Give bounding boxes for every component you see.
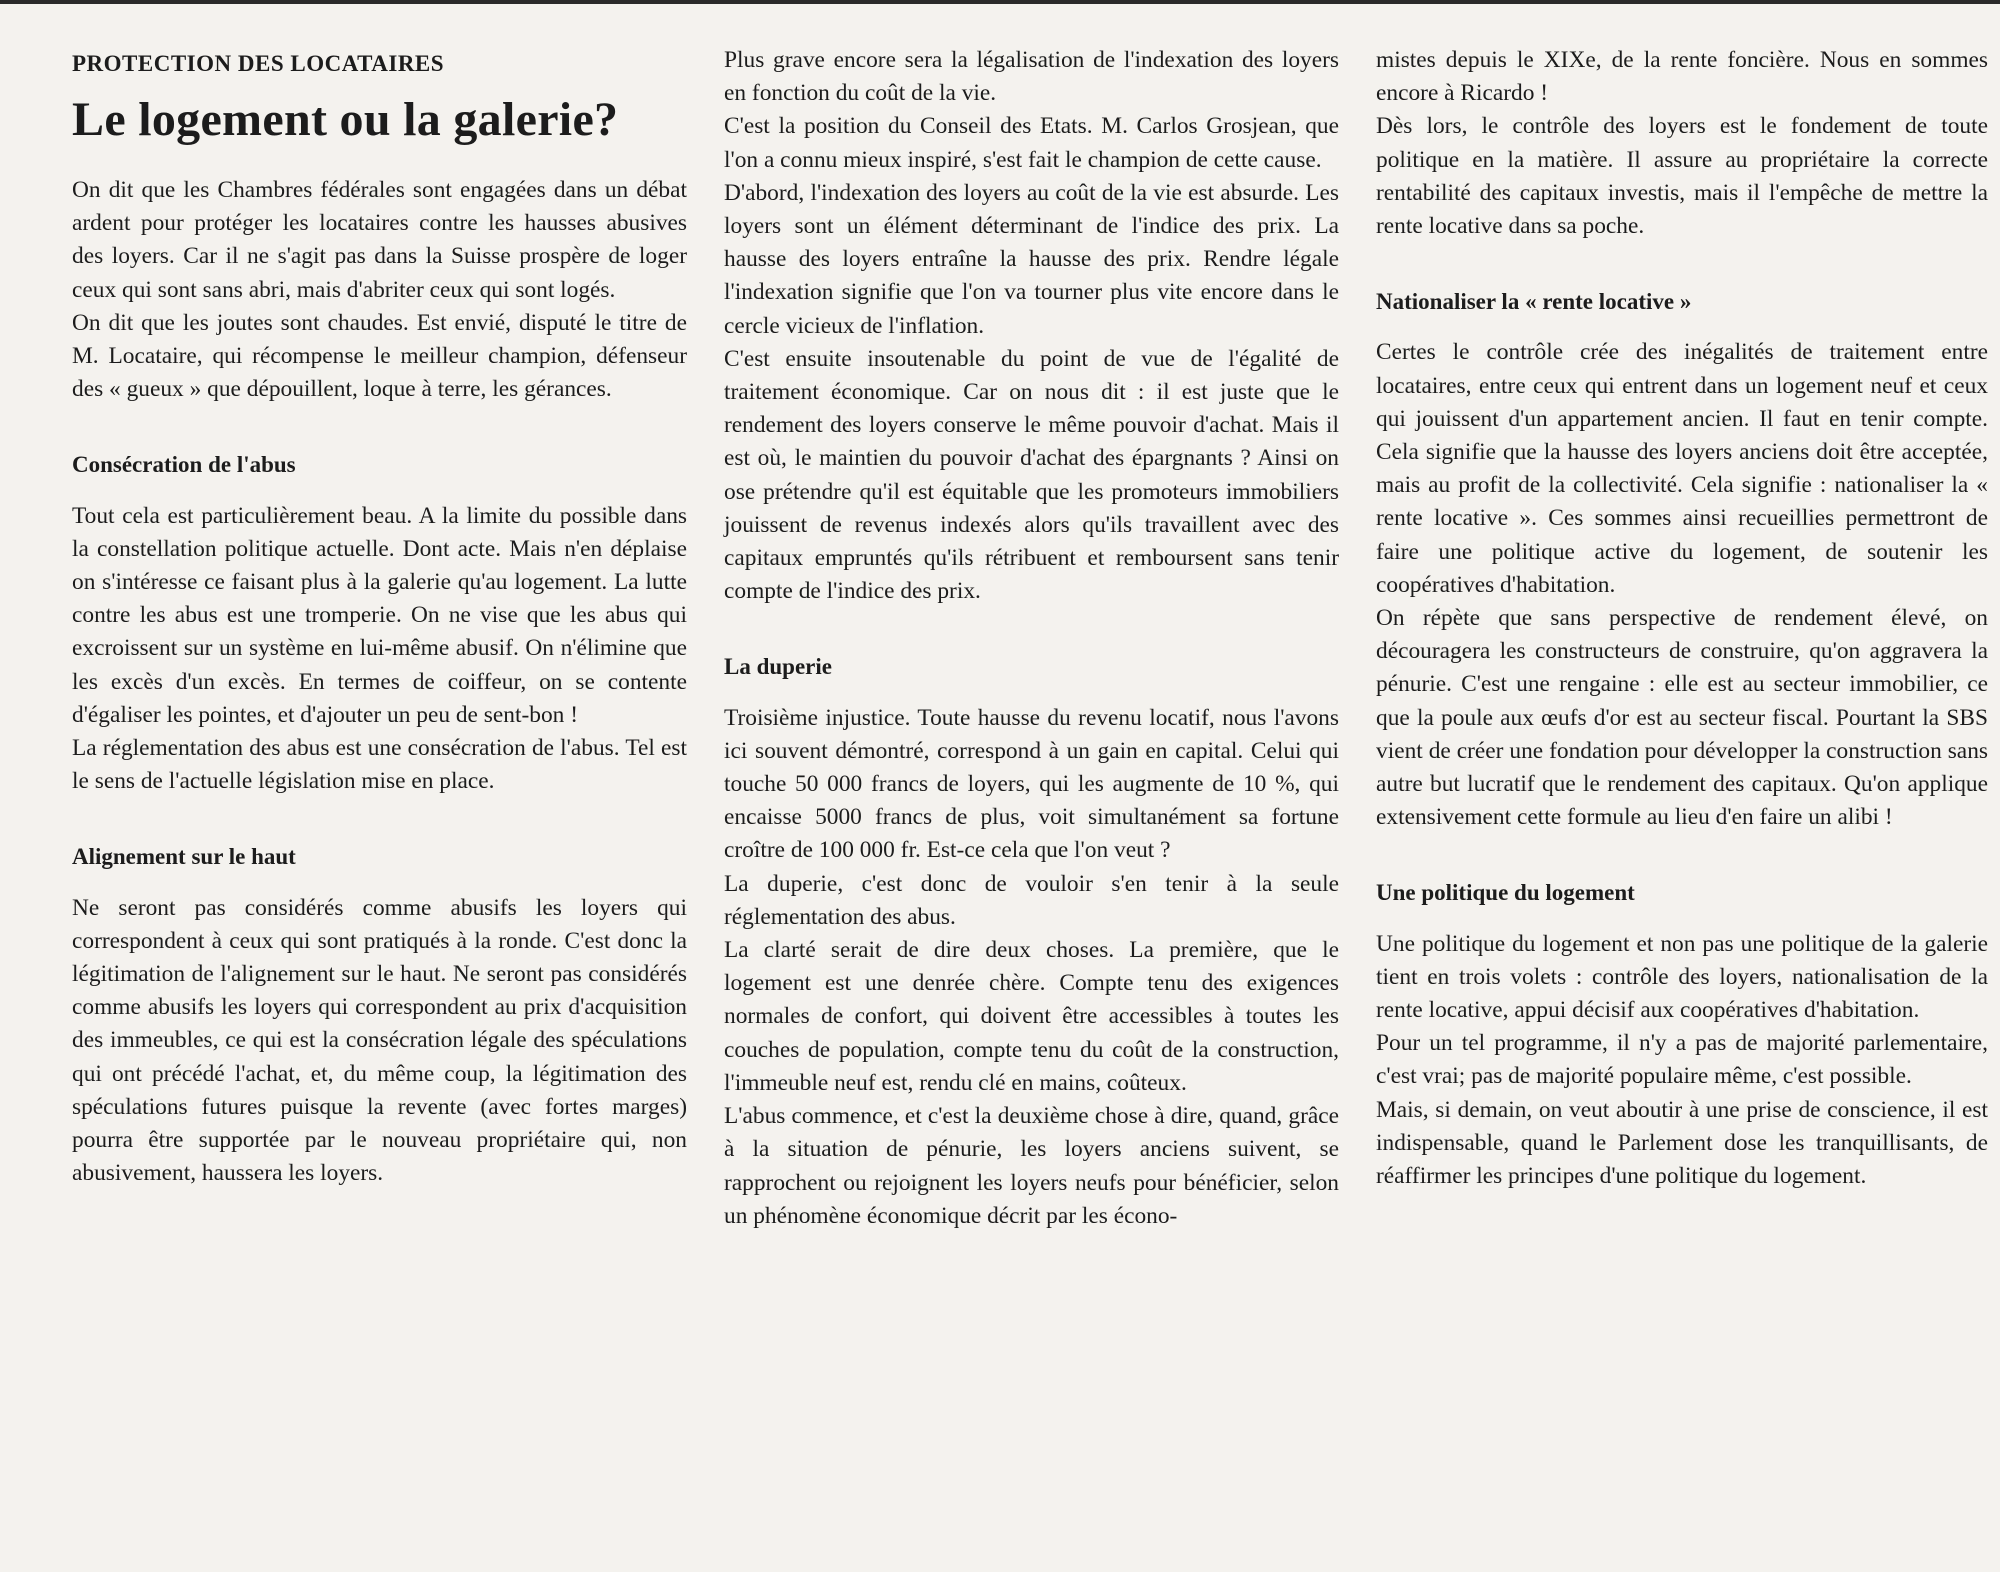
paragraph: On dit que les joutes sont chaudes. Est envié, disputé le titre de M. Locataire, qui récompense le meilleur champion, défenseur des « gueux » que dépouillent, loque à terre, les gérances. bbox=[72, 309, 687, 403]
paragraph: La réglementation des abus est une consécration de l'abus. Tel est le sens de l'actuelle législation mise en place. bbox=[72, 735, 687, 795]
paragraph: Pour un tel programme, il n'y a pas de majorité parlementaire, c'est vrai; pas de majorité populaire même, c'est possible. bbox=[1376, 1030, 1988, 1090]
paragraph: On dit que les Chambres fédérales sont engagées dans un débat ardent pour protéger les locataires contre les hausses abusives des loyers. Car il ne s'agit pas dans la Suisse prospère de loger ceux qui sont sans abri, mais d'abriter ceux qui sont logés. bbox=[72, 177, 687, 303]
paragraph: C'est ensuite insoutenable du point de vue de l'égalité de traitement économique. Car on nous dit : il est juste que le rendement des loyers conserve le même pouvoir d'achat. Mais il est où, le maintien du pouvoir d'achat des épargnants ? Ainsi on ose prétendre qu'il est équitable que les promoteurs immobiliers jouissent de revenus indexés alors qu'ils travaillent avec des capitaux empruntés qu'ils rétribuent et remboursent sans tenir compte de l'indice des prix. bbox=[724, 345, 1339, 605]
paragraph: D'abord, l'indexation des loyers au coût de la vie est absurde. Les loyers sont un élément déterminant de l'indice des prix. La hausse des loyers entraîne la hausse des prix. Rendre légale l'indexation signifie que l'on va tourner plus vite encore dans le cercle vicieux de l'inflation. bbox=[724, 179, 1339, 339]
column-1 bbox=[72, 44, 687, 1190]
paragraph: Troisième injustice. Toute hausse du revenu locatif, nous l'avons ici souvent démontré, correspond à un gain en capital. Celui qui touche 50 000 francs de loyers, qui les augmente de 10 %, qui encaisse 5000 francs de plus, voit simultanément sa fortune croître de 100 000 fr. Est-ce cela que l'on veut ? bbox=[724, 704, 1339, 864]
subheading-politique: Une politique du logement bbox=[1376, 880, 1635, 906]
paragraph: mistes depuis le XIXe, de la rente foncière. Nous en sommes encore à Ricardo ! bbox=[1376, 47, 1988, 107]
paragraph: Mais, si demain, on veut aboutir à une prise de conscience, il est indispensable, quand le Parlement dose les tranquillisants, de réaffirmer les principes d'une politique du logement. bbox=[1376, 1096, 1988, 1190]
paragraph: La duperie, c'est donc de vouloir s'en tenir à la seule réglementation des abus. bbox=[724, 870, 1339, 930]
column-3 bbox=[1376, 44, 1988, 1193]
column-2 bbox=[724, 44, 1339, 1233]
paragraph: Certes le contrôle crée des inégalités de traitement entre locataires, entre ceux qui entrent dans un logement neuf et ceux qui jouissent d'un appartement ancien. Il faut en tenir compte. Cela signifie que la hausse des loyers anciens doit être acceptée, mais au profit de la collectivité. Cela signifie : nationaliser la « rente locative ». Ces sommes ainsi recueillies permettront de faire une politique active du logement, de soutenir les coopératives d'habitation. bbox=[1376, 339, 1988, 598]
paragraph: Plus grave encore sera la légalisation de l'indexation des loyers en fonction du coût de la vie. bbox=[724, 47, 1339, 107]
paragraph: Tout cela est particulièrement beau. A la limite du possible dans la constellation politique actuelle. Dont acte. Mais n'en déplaise on s'intéresse ce faisant plus à la galerie qu'au logement. La lutte contre les abus est une tromperie. On ne vise que les abus qui excroissent sur un système en lui-même abusif. On n'élimine que les excès d'un excès. En termes de coiffeur, on se contente d'égaliser les pointes, et d'ajouter un peu de sent-bon ! bbox=[72, 502, 687, 728]
top-rule bbox=[0, 0, 2000, 4]
paragraph: L'abus commence, et c'est la deuxième chose à dire, quand, grâce à la situation de pénurie, les loyers anciens suivent, se rapprochent ou rejoignent les loyers neufs pour bénéficier, selon un phénomène économique décrit par les écono- bbox=[724, 1103, 1339, 1229]
section-kicker: PROTECTION DES LOCATAIRES bbox=[72, 51, 445, 76]
subheading-alignement: Alignement sur le haut bbox=[72, 844, 296, 870]
subheading-nationaliser: Nationaliser la « rente locative » bbox=[1376, 289, 1692, 315]
subheading-consecration: Consécration de l'abus bbox=[72, 452, 296, 478]
paragraph: C'est la position du Conseil des Etats. M. Carlos Grosjean, que l'on a connu mieux inspiré, s'est fait le champion de cette cause. bbox=[724, 113, 1339, 173]
subheading-duperie: La duperie bbox=[724, 654, 832, 680]
article-headline: Le logement ou la galerie? bbox=[72, 93, 619, 146]
paragraph: Une politique du logement et non pas une politique de la galerie tient en trois volets : contrôle des loyers, nationalisation de la rente locative, appui décisif aux coopératives d'habitation. bbox=[1376, 930, 1988, 1024]
paragraph: Dès lors, le contrôle des loyers est le fondement de toute politique en la matière. Il assure au propriétaire la correcte rentabilité des capitaux investis, mais il l'empêche de mettre la rente locative dans sa poche. bbox=[1376, 113, 1988, 240]
paragraph: La clarté serait de dire deux choses. La première, que le logement est une denrée chère. Compte tenu des exigences normales de confort, qui doivent être accessibles à toutes les couches de population, compte tenu du coût de la construction, l'immeuble neuf est, rendu clé en mains, coûteux. bbox=[724, 937, 1339, 1096]
paragraph: On répète que sans perspective de rendement élevé, on découragera les constructeurs de construire, qu'on aggravera la pénurie. C'est une rengaine : elle est au secteur immobilier, ce que la poule aux œufs d'or est au secteur fiscal. Pourtant la SBS vient de créer une fondation pour développer la construction sans autre but lucratif que le rendement des capitaux. Qu'on applique extensivement cette formule au lieu d'en faire un alibi ! bbox=[1376, 605, 1988, 831]
paragraph: Ne seront pas considérés comme abusifs les loyers qui correspondent à ceux qui sont pratiqués à la ronde. C'est donc la légitimation de l'alignement sur le haut. Ne seront pas considérés comme abusifs les loyers qui correspondent au prix d'acquisition des immeubles, ce qui est la consécration légale des spéculations qui ont précédé l'achat, et, du même coup, la légitimation des spéculations futures puisque la revente (avec fortes marges) pourra être supportée par le nouveau propriétaire qui, non abusivement, haussera les loyers. bbox=[72, 894, 687, 1187]
